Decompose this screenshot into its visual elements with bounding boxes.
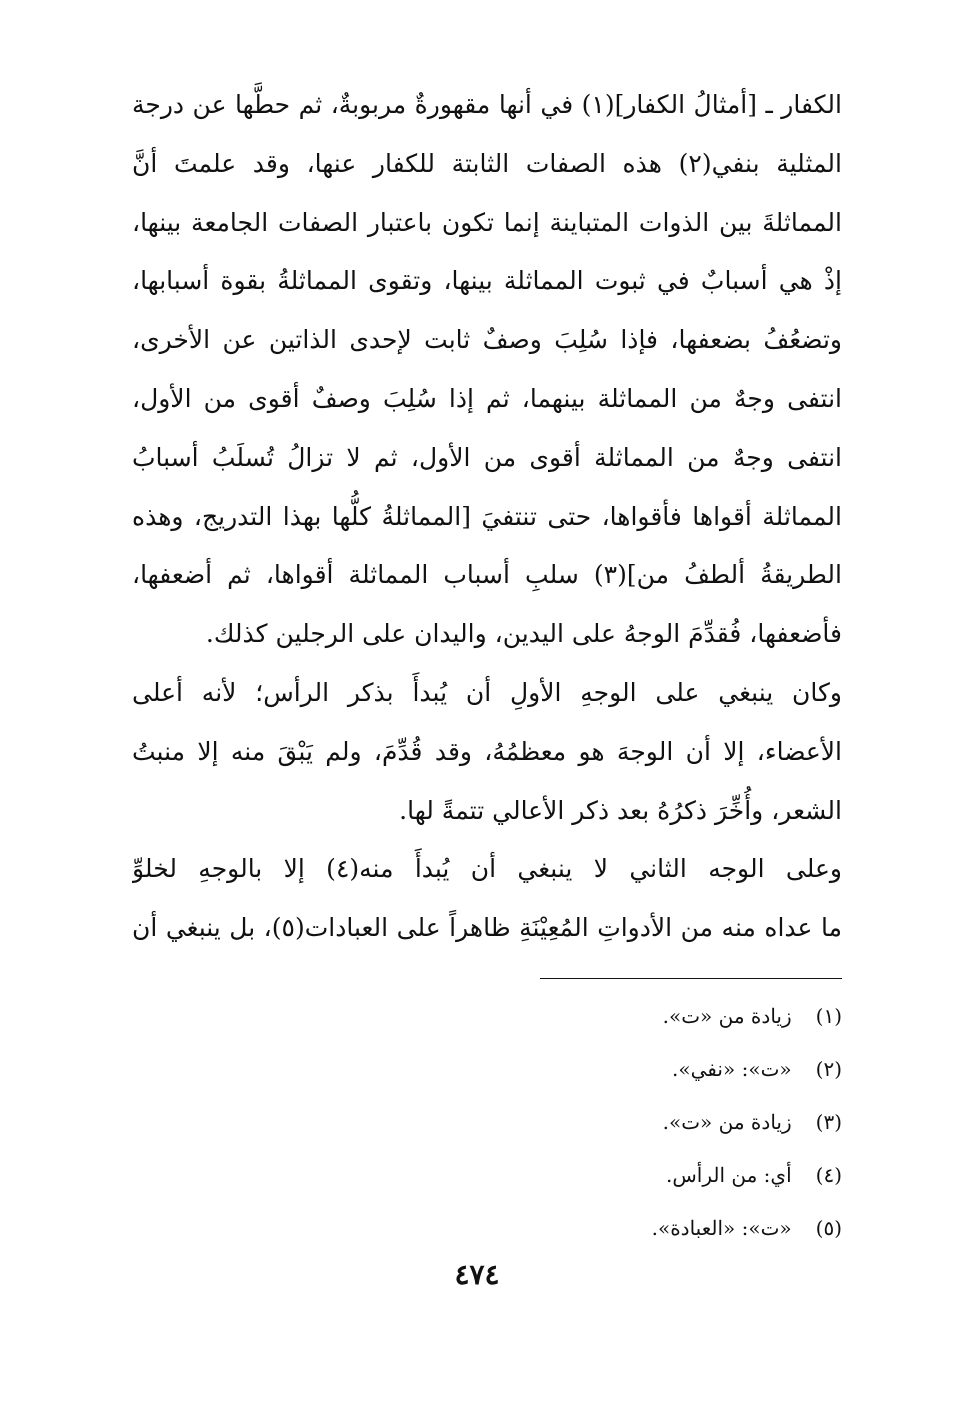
footnote-number: (٣)	[815, 1110, 842, 1134]
footnote-text: «ت»: «العبادة».	[651, 1216, 792, 1240]
footnote	[500, 990, 842, 1043]
footnote-text: زيادة من «ت».	[662, 1004, 792, 1028]
text-line: وكان ينبغي على الوجهِ الأولِ أن يُبدأَ بذكر الرأس؛ لأنه أعلى	[132, 677, 842, 707]
text-line: الطريقةُ ألطفُ من](٣) سلبِ أسباب المماثلة أقواها، ثم أضعفها،	[132, 560, 842, 590]
text-line: المثلية بنفي(٢) هذه الصفات الثابتة للكفار عنها، وقد علمتَ أنَّ	[132, 148, 842, 178]
footnote-number: (١)	[815, 1004, 842, 1028]
text-line: انتفى وجهٌ من المماثلة أقوى من الأول، ثم لا تزالُ تُسلَبُ أسبابُ	[132, 442, 842, 472]
text-line: وتضعُفُ بضعفها، فإذا سُلِبَ وصفٌ ثابت لإحدى الذاتين عن الأخرى،	[132, 325, 842, 355]
footnotes	[500, 990, 842, 1255]
footnote	[500, 1149, 842, 1202]
footnote-text: «ت»: «نفي».	[672, 1057, 792, 1081]
footnote-number: (٥)	[815, 1216, 842, 1240]
text-line: إذْ هي أسبابٌ في ثبوت المماثلة بينها، وتقوى المماثلةُ بقوة أسبابها،	[132, 266, 842, 296]
text-line: الكفار ـ [أمثالُ الكفار](١) في أنها مقهورةٌ مربوبةٌ، ثم حطَّها عن درجة	[132, 90, 842, 119]
footnote-text: زيادة من «ت».	[662, 1110, 792, 1134]
text-line: المماثلةَ بين الذوات المتباينة إنما تكون باعتبار الصفات الجامعة بينها،	[132, 207, 842, 237]
footnote-number: (٤)	[815, 1163, 842, 1187]
text-line: المماثلة أقواها فأقواها، حتى تنتفيَ [المماثلةُ كلُّها بهذا التدريج، وهذه	[132, 501, 842, 531]
footnote-number: (٢)	[815, 1057, 842, 1081]
text-line: الشعر، وأُخِّرَ ذكرُهُ بعد ذكر الأعالي تتمةً لها.	[399, 795, 842, 825]
footnote	[500, 1043, 842, 1096]
text-line: الأعضاء، إلا أن الوجهَ هو معظمُهُ، وقد قُدِّمَ، ولم يَبْقَ منه إلا منبتُ	[132, 736, 842, 766]
text-line: وعلى الوجه الثاني لا ينبغي أن يُبدأَ منه(٤) إلا بالوجهِ لخلوِّ	[132, 854, 842, 884]
footnote	[500, 1202, 842, 1255]
footnote-text: أي: من الرأس.	[666, 1163, 792, 1187]
main-text	[132, 76, 842, 958]
text-line: انتفى وجهٌ من المماثلة بينهما، ثم إذا سُلِبَ وصفٌ أقوى من الأول،	[132, 383, 842, 413]
page-number: ٤٧٤	[454, 1258, 500, 1291]
footnote-separator	[540, 978, 842, 979]
footnote	[500, 1096, 842, 1149]
text-line: ما عداه منه من الأدواتِ المُعِيْنَةِ ظاهراً على العبادات(٥)، بل ينبغي أن	[132, 913, 842, 943]
text-line: فأضعفها، فُقدِّمَ الوجهُ على اليدين، واليدان على الرجلين كذلك.	[205, 619, 842, 649]
